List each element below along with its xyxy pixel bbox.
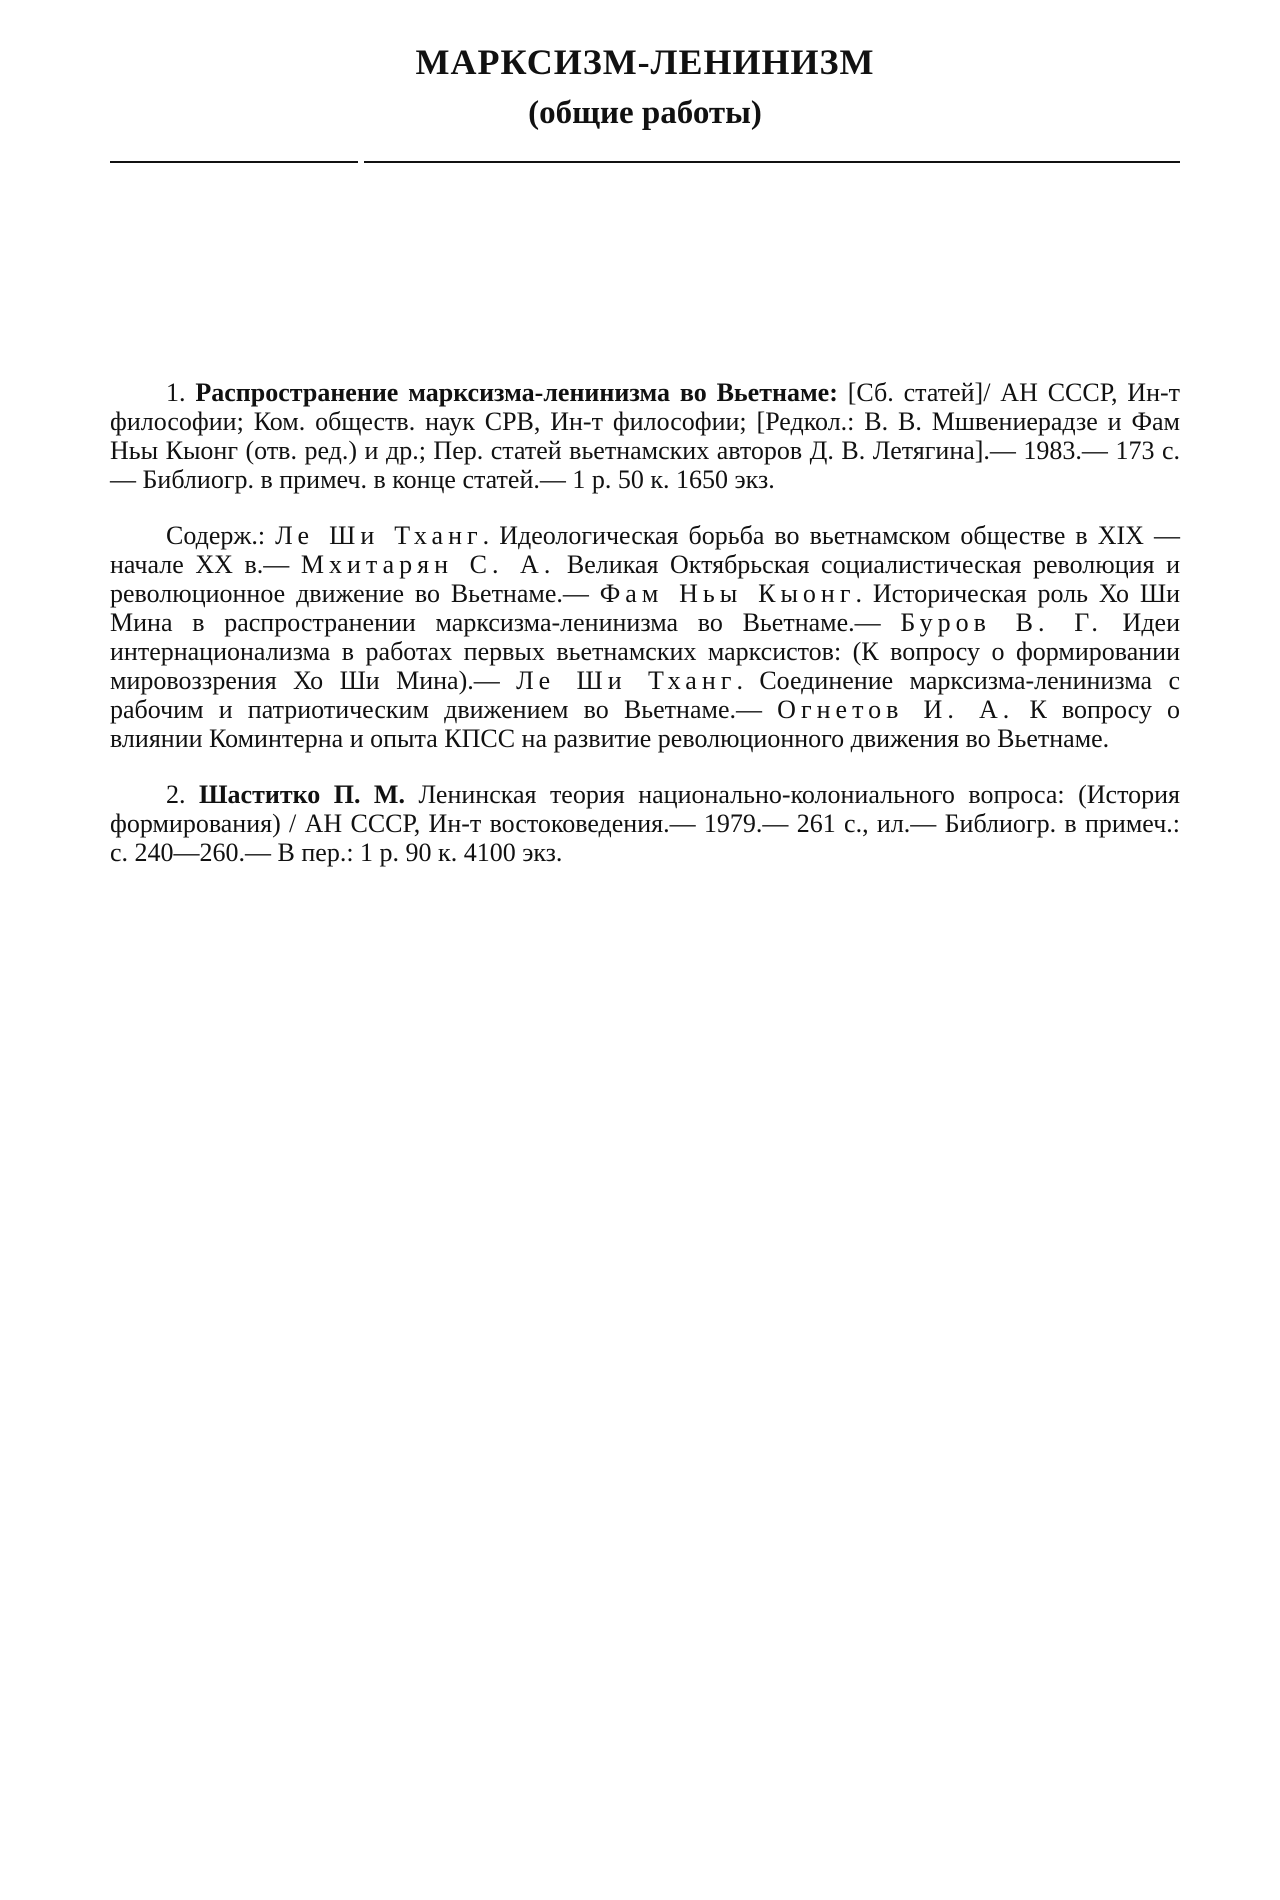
entry-number: 2.	[166, 780, 186, 809]
contents-article: . Соединение марксизма-ленинизма с рабочим и патриотическим движением во Вьетнаме.—	[110, 666, 1180, 724]
contents-author: Ле Ши Тханг	[275, 521, 483, 550]
bibliography-entries	[110, 378, 1180, 867]
contents-author: Огнетов И. А.	[777, 695, 1015, 724]
page	[110, 0, 1180, 1900]
entry-description: [Сб. статей]/ АН СССР, Ин-т философии; Ком. обществ. наук СРВ, Ин-т философии; [Редкол.: В. В. Мшвениерадзе и Фам Ньы Кыонг (отв. ред.) и др.; Пер. статей вьетнамских авторов Д. В. Летягина].— 1983.— 173 с.— Библиогр. в примеч. в конце статей.— 1 р. 50 к. 1650 экз.	[110, 378, 1181, 494]
entry-2	[110, 780, 1180, 867]
page-subtitle: (общие работы)	[528, 95, 762, 131]
entry-number: 1.	[166, 378, 186, 407]
entry-title: Шаститко П. М.	[198, 780, 405, 809]
entry-description: Ленинская теория национально-колониального вопроса: (История формирования) / АН СССР, Ин-т востоковедения.— 1979.— 261 с., ил.— Библиогр. в примеч.: с. 240—260.— В пер.: 1 р. 90 к. 4100 экз.	[110, 780, 1180, 867]
contents-article: Идеи интернационализма в работах первых вьетнамских марксистов: (К вопросу о формировании мировоззрения Хо Ши Мина).—	[110, 608, 1181, 695]
contents-article: . Идеологическая борьба во вьетнамском обществе в XIX — начале XX в.—	[110, 521, 1180, 579]
contents-author: Ле Ши Тханг	[516, 666, 737, 695]
page-title: МАРКСИЗМ-ЛЕНИНИЗМ	[415, 42, 875, 82]
entry-title: Распространение марксизма-ленинизма во Вьетнаме:	[195, 378, 838, 407]
header-rule-left	[110, 161, 358, 163]
contents-label: Содерж.:	[166, 521, 276, 550]
contents-article: К вопросу о влиянии Коминтерна и опыта КПСС на развитие революционного движения во Вьетнаме.	[110, 695, 1180, 753]
contents-author: Буров В. Г.	[900, 608, 1103, 637]
entry-1-contents	[110, 521, 1180, 753]
contents-author: Мхитарян С. А.	[300, 550, 556, 579]
contents-article: . Историческая роль Хо Ши Мина в распространении марксизма-ленинизма во Вьетнаме.—	[110, 579, 1180, 637]
contents-article: Великая Октябрьская социалистическая революция и революционное движение во Вьетнаме.—	[110, 550, 1180, 608]
entry-1	[110, 378, 1180, 494]
header-rule-right	[364, 161, 1180, 163]
contents-author: Фам Ньы Кыонг	[599, 579, 856, 608]
